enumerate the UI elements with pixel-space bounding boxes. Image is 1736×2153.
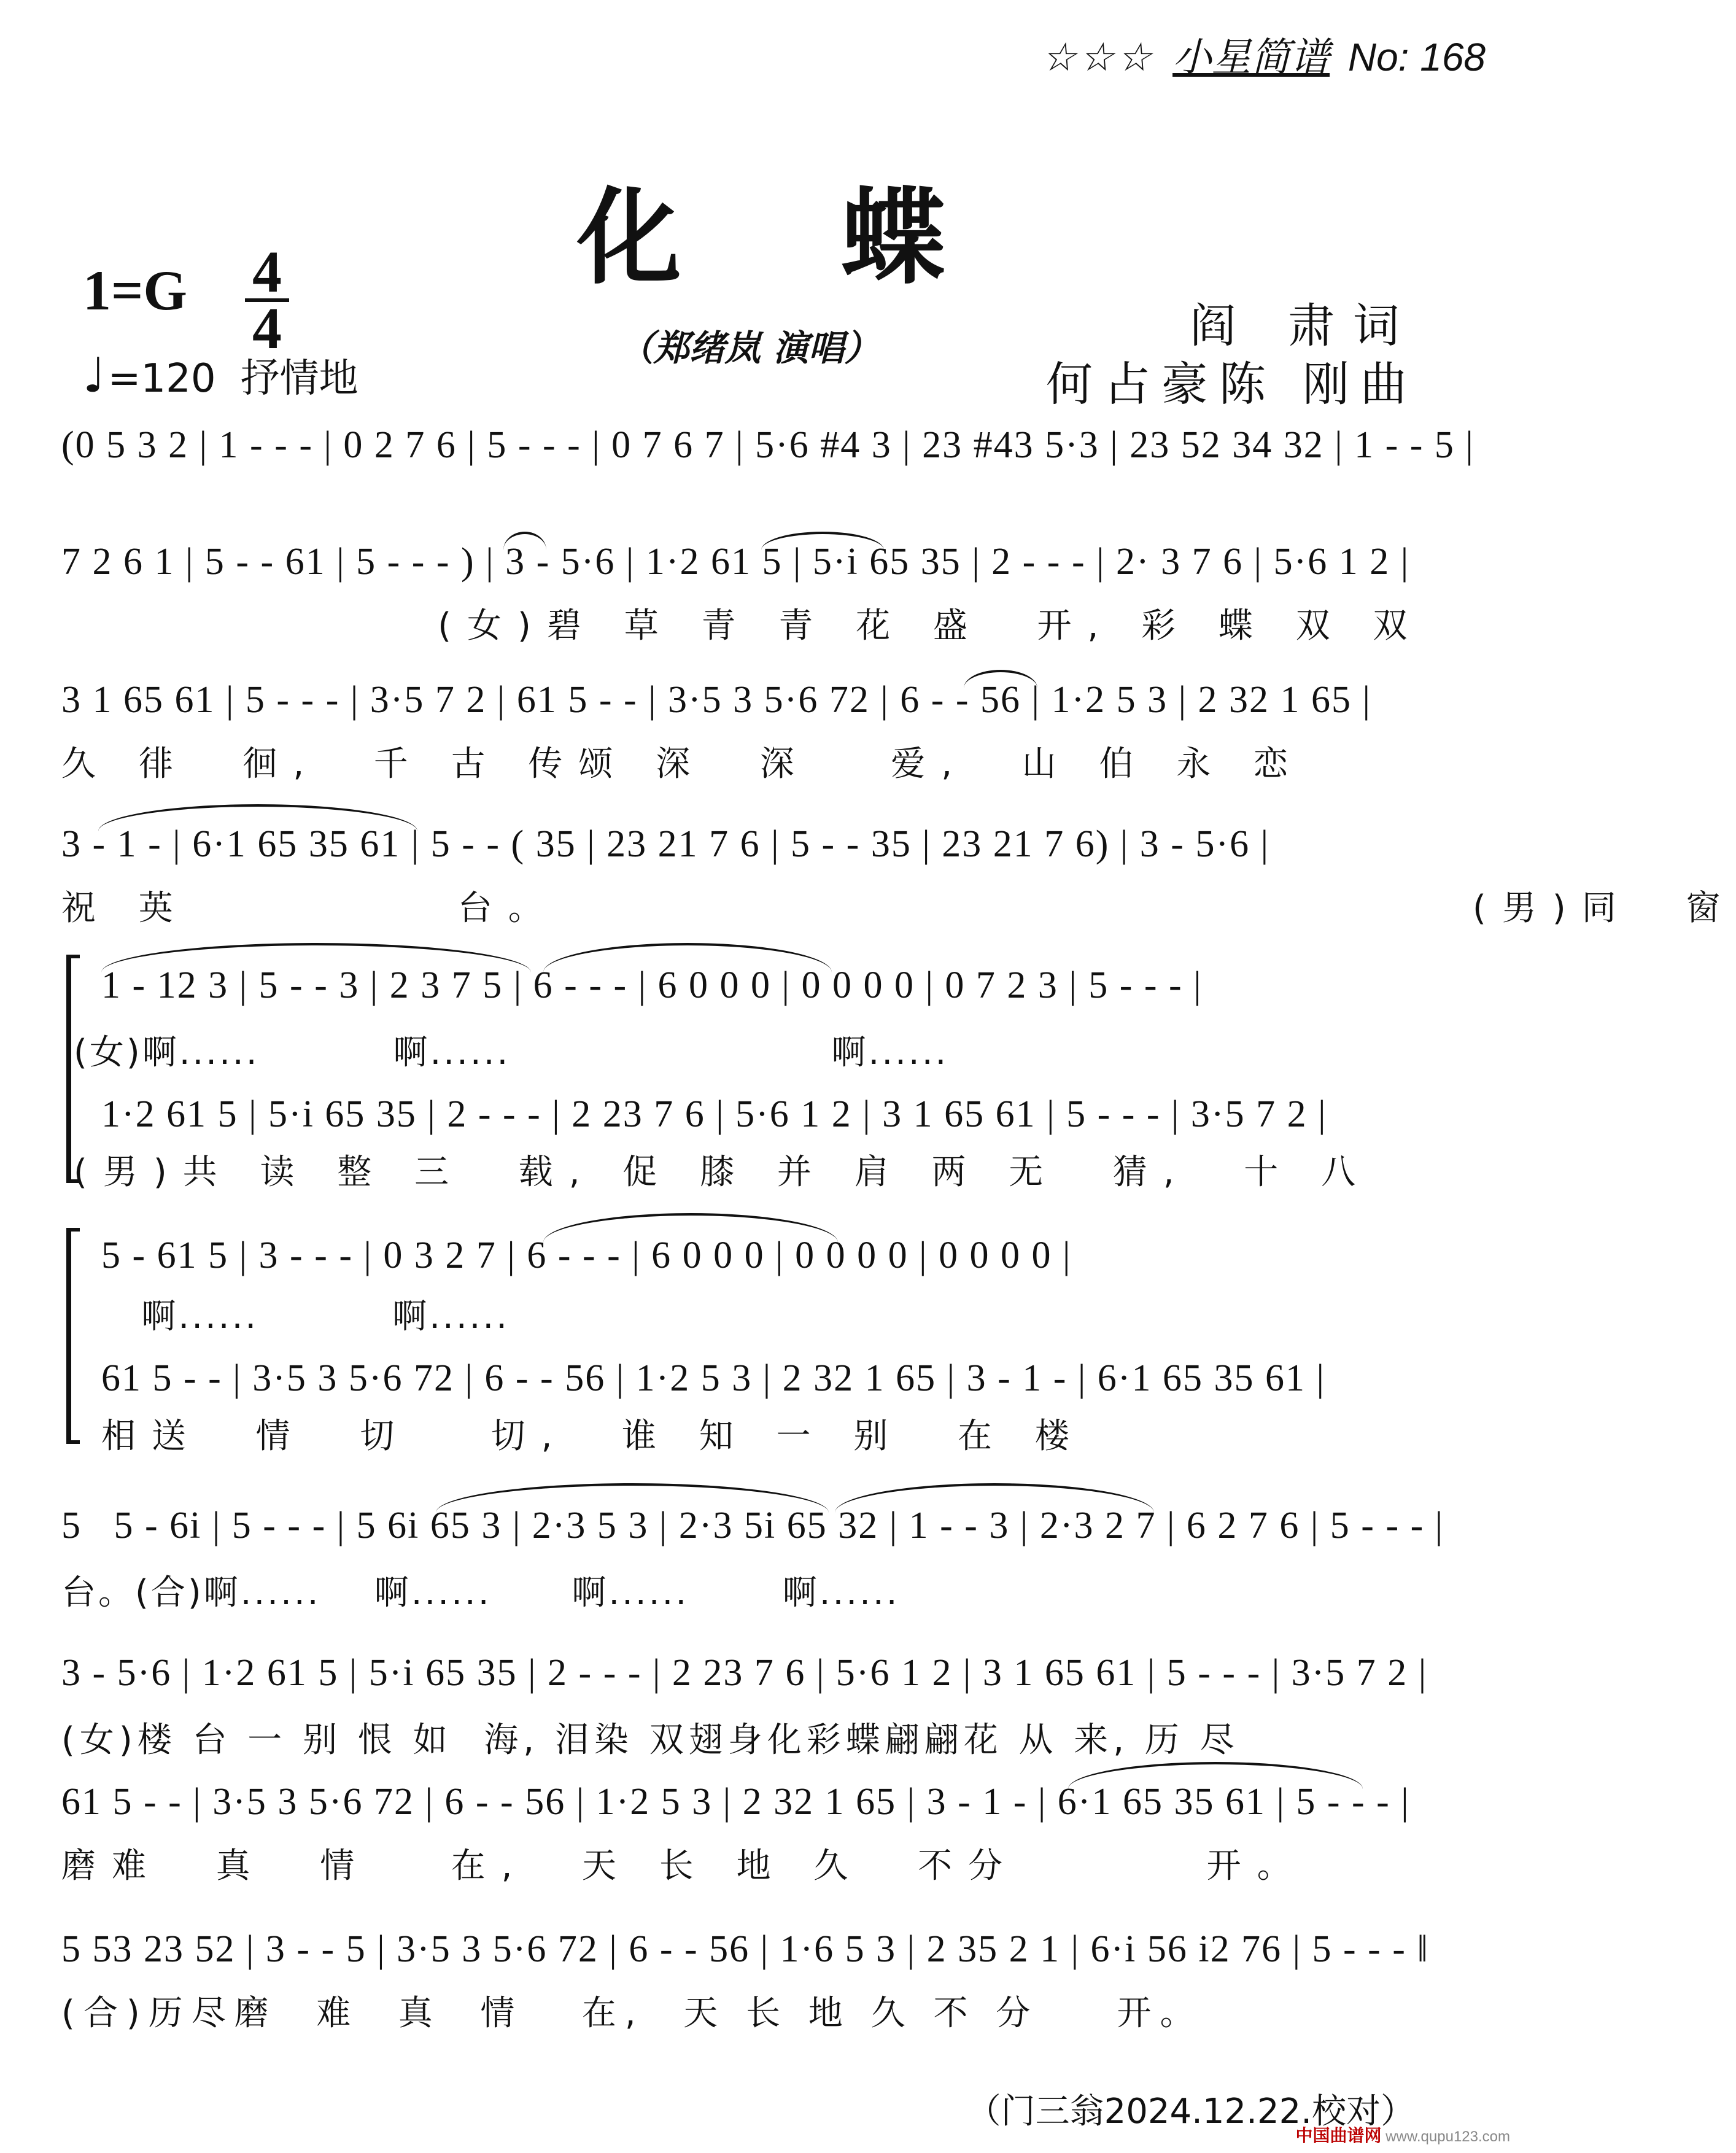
meter-bottom: 4 <box>252 295 282 361</box>
quarter-note-icon: ♩ <box>83 348 106 403</box>
lyric-line: (男)共 读 整 三 载, 促 膝 并 肩 两 无 猜, 十 八 <box>74 1152 1372 1192</box>
score-row-6-female <box>101 1234 1467 1336</box>
lyricist-credit: 阎 肃词 <box>1189 298 1418 353</box>
watermark-url: www.qupu123.com <box>1385 2128 1510 2145</box>
meter-top: 4 <box>252 239 282 305</box>
lyric-line: 相送 情 切 切, 谁 知 一 别 在 楼 <box>101 1416 1085 1456</box>
lyric-line: (合)历尽磨 难 真 情 在, 天 长 地 久 不 分 开。 <box>61 1993 1203 2033</box>
notation-line: (0 5 3 2 | 1 - - - | 0 2 7 6 | 5 - - - | 0 7 6 7 | 5·6 #4 3 | 23 #43 5·3 | 23 52 34 32 | 1 - - 5 | <box>61 424 1474 466</box>
watermark-logo: 中国曲谱网 <box>1295 2126 1382 2145</box>
lyric-line: 磨难 真 情 在, 天 长 地 久 不分 开。 <box>61 1846 1308 1886</box>
notation-line: 5 - 61 5 | 3 - - - | 0 3 2 7 | 6 - - - | 6 0 0 0 | 0 0 0 0 | 0 0 0 0 | <box>101 1235 1072 1276</box>
singer-credit: （郑绪岚 演唱） <box>618 327 880 369</box>
star-icons: ☆☆☆ <box>1041 35 1155 79</box>
proofread-note: （门三翁2024.12.22.校对） <box>966 2092 1415 2132</box>
tempo-bpm: =120 <box>107 356 216 402</box>
lyric-line: (女)楼 台 一 别 恨 如 海, 泪染 双翅身化彩蝶翩翩花 从 来, 历 尽 <box>61 1720 1239 1760</box>
notation-line: 1·2 61 5 | 5·i 65 35 | 2 - - - | 2 23 7 6 | 5·6 1 2 | 3 1 65 61 | 5 - - - | 3·5 7 2 | <box>101 1093 1327 1135</box>
composer-credit: 何占豪陈 刚曲 <box>1045 357 1418 411</box>
lyric-line: 台。(合)啊...... 啊...... 啊...... 啊...... <box>61 1573 900 1613</box>
notation-line: 61 5 - - | 3·5 3 5·6 72 | 6 - - 56 | 1·2 5 3 | 2 32 1 65 | 3 - 1 - | 6·1 65 35 61 | <box>101 1357 1325 1399</box>
score-row-2 <box>61 540 1467 663</box>
notation-line: 3 1 65 61 | 5 - - - | 3·5 7 2 | 61 5 - - | 3·5 3 5·6 72 | 6 - - 56 | 1·2 5 3 | 2 32 1 65 | <box>61 679 1371 721</box>
score-row-5-male <box>74 1093 1467 1192</box>
site-header <box>1041 26 1486 82</box>
score-number: No: 168 <box>1347 35 1486 79</box>
notation-line: 3 - 5·6 | 1·2 61 5 | 5·i 65 35 | 2 - - - | 2 23 7 6 | 5·6 1 2 | 3 1 65 61 | 5 - - - | 3·5 7 2 | <box>61 1652 1428 1694</box>
notation-line: 61 5 - - | 3·5 3 5·6 72 | 6 - - 56 | 1·2 5 3 | 2 32 1 65 | 3 - 1 - | 6·1 65 35 61 | 5 - - - | <box>61 1781 1410 1823</box>
score-row-4 <box>61 823 1736 945</box>
lyric-line: (女)啊...... 啊...... 啊...... <box>74 1033 949 1073</box>
score-row-7 <box>61 1504 1467 1615</box>
score-row-5-female <box>74 964 1467 1073</box>
watermark <box>1296 2122 1510 2147</box>
site-name: 小星简谱 <box>1172 35 1330 79</box>
score-row-10 <box>61 1928 1467 2044</box>
duet-bracket <box>66 1228 80 1444</box>
lyric-line: 祝 英 台。 (男)同 窗 <box>61 888 1736 928</box>
score-row-1 <box>61 424 1474 497</box>
notation-line: 1 - 12 3 | 5 - - 3 | 2 3 7 5 | 6 - - - | 6 0 0 0 | 0 0 0 0 | 0 7 2 3 | 5 - - - | <box>101 964 1203 1006</box>
lyric-line: (女)碧 草 青 青 花 盛 开, 彩 蝶 双 双 <box>61 606 1424 646</box>
score-row-6-male <box>101 1357 1467 1456</box>
expression-mark: 抒情地 <box>240 356 358 402</box>
notation-line: 7 2 6 1 | 5 - - 61 | 5 - - - ) | 3 - 5·6 | 1·2 61 5 | 5·i 65 35 | 2 - - - | 2· 3 7 6 | 5·6 1 2 | <box>61 541 1410 583</box>
lyric-line: 啊...... 啊...... <box>101 1297 510 1336</box>
notation-line: 3 - 1 - | 6·1 65 35 61 | 5 - - ( 35 | 23 21 7 6 | 5 - - 35 | 23 21 7 6) | 3 - 5·6 | <box>61 823 1269 865</box>
score-row-9 <box>61 1780 1467 1897</box>
song-title: 化蝶 <box>576 176 1105 299</box>
lyric-line: 久 徘 徊, 千 古 传颂 深 深 爱, 山 伯 永 恋 <box>61 744 1304 784</box>
score-row-8 <box>61 1651 1467 1768</box>
score-row-3 <box>61 678 1467 801</box>
key-signature: 1=G <box>83 259 187 322</box>
notation-line: 5 53 23 52 | 3 - - 5 | 3·5 3 5·6 72 | 6 - - 56 | 1·6 5 3 | 2 35 2 1 | 6·i 56 i2 76 | 5 - - - ‖ <box>61 1928 1429 1970</box>
notation-line: 5 5 - 6i | 5 - - - | 5 6i 65 3 | 2·3 5 3 | 2·3 5i 65 32 | 1 - - 3 | 2·3 2 7 | 6 2 7 6 | 5 - - - | <box>61 1505 1444 1546</box>
